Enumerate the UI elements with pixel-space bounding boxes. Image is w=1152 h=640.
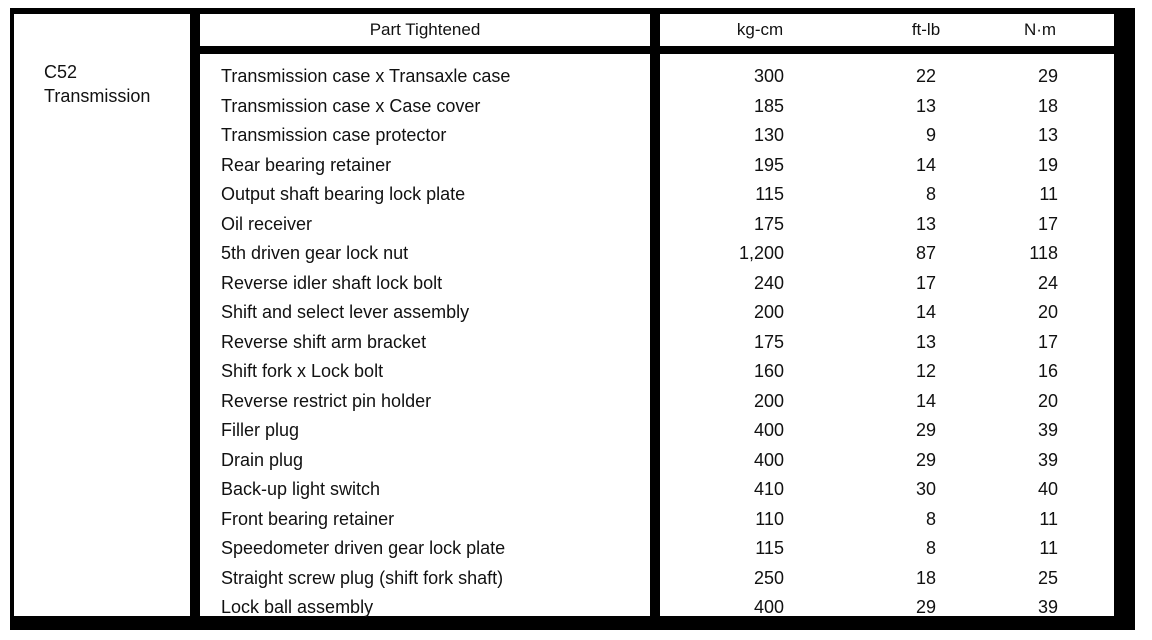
table-row-part: 5th driven gear lock nut [221,243,409,263]
table-row-part: Back-up light switch [221,479,381,499]
cell-kg-cm: 300 [753,66,784,86]
cell-n-m: 40 [1037,479,1058,499]
table-row-part: Transmission case x Transaxle case [221,66,511,86]
cell-n-m: 17 [1037,331,1058,352]
part-column [200,54,650,616]
cell-n-m: 39 [1037,420,1058,440]
cell-n-m: 17 [1037,213,1058,234]
cell-kg-cm: 175 [753,331,784,352]
cell-n-m: 118 [1029,243,1058,263]
cell-kg-cm: 200 [753,390,784,411]
cell-n-m: 39 [1037,449,1058,470]
table-row-part: Output shaft bearing lock plate [221,184,466,204]
header-part-tightened [200,14,650,46]
header-part-label: Part Tightened [369,20,481,39]
table-row-part: Front bearing retainer [221,508,395,529]
cell-ft-lb: 18 [915,567,936,588]
cell-kg-cm: 1,200 [738,243,784,263]
header-units [660,14,1114,46]
header-n-m: N·m [1023,20,1057,39]
cell-ft-lb: 14 [915,154,936,175]
table-row-part: Oil receiver [221,213,313,234]
cell-kg-cm: 250 [753,567,784,588]
cell-n-m: 18 [1037,95,1058,116]
cell-ft-lb: 14 [915,390,936,411]
torque-table [10,8,1135,630]
cell-kg-cm: 410 [753,479,784,499]
cell-ft-lb: 29 [915,449,936,470]
table-row-part: Shift and select lever assembly [221,302,470,322]
table-row-part: Speedometer driven gear lock plate [221,538,506,558]
cell-ft-lb: 8 [925,538,936,558]
cell-ft-lb: 8 [925,184,936,204]
cell-n-m: 24 [1037,272,1058,293]
cell-kg-cm: 130 [753,125,784,145]
cell-ft-lb: 13 [915,213,936,234]
cell-ft-lb: 29 [915,597,936,617]
cell-ft-lb: 14 [915,302,936,322]
cell-n-m: 20 [1037,390,1058,411]
table-row-part: Shift fork x Lock bolt [221,361,384,381]
cell-ft-lb: 29 [915,420,936,440]
table-row-part: Reverse restrict pin holder [221,390,432,411]
cell-n-m: 11 [1039,184,1058,204]
cell-ft-lb: 13 [915,331,936,352]
cell-n-m: 13 [1037,125,1058,145]
table-row-part: Filler plug [221,420,300,440]
cell-kg-cm: 200 [753,302,784,322]
cell-n-m: 25 [1037,567,1058,588]
cell-n-m: 16 [1037,361,1058,381]
cell-kg-cm: 160 [753,361,784,381]
cell-n-m: 19 [1037,154,1058,175]
group-cell [14,14,190,616]
cell-n-m: 29 [1037,66,1058,86]
header-kg-cm: kg-cm [736,20,784,39]
header-ft-lb: ft-lb [911,20,941,39]
values-column [660,54,1114,616]
table-row-part: Transmission case x Case cover [221,95,481,116]
table-row-part: Lock ball assembly [221,597,374,617]
cell-kg-cm: 195 [753,154,784,175]
cell-kg-cm: 185 [753,95,784,116]
table-row-part: Rear bearing retainer [221,154,392,175]
cell-kg-cm: 400 [753,597,784,617]
cell-kg-cm: 175 [753,213,784,234]
cell-kg-cm: 110 [755,508,784,529]
cell-n-m: 39 [1037,597,1058,617]
cell-n-m: 20 [1037,302,1058,322]
cell-ft-lb: 9 [925,125,936,145]
cell-kg-cm: 400 [753,449,784,470]
cell-n-m: 11 [1039,508,1058,529]
cell-kg-cm: 400 [753,420,784,440]
cell-ft-lb: 13 [915,95,936,116]
table-row-part: Transmission case protector [221,125,447,145]
cell-ft-lb: 22 [915,66,936,86]
cell-ft-lb: 12 [915,361,936,381]
table-row-part: Straight screw plug (shift fork shaft) [221,567,504,588]
cell-ft-lb: 30 [915,479,936,499]
table-row-part: Drain plug [221,449,304,470]
cell-kg-cm: 240 [753,272,784,293]
table-row-part: Reverse idler shaft lock bolt [221,272,443,293]
cell-ft-lb: 8 [925,508,936,529]
cell-ft-lb: 87 [915,243,936,263]
cell-kg-cm: 115 [755,184,784,204]
cell-ft-lb: 17 [915,272,936,293]
cell-n-m: 11 [1039,538,1058,558]
cell-kg-cm: 115 [755,538,784,558]
table-row-part: Reverse shift arm bracket [221,331,427,352]
group-label: C52 Transmission [44,62,151,106]
